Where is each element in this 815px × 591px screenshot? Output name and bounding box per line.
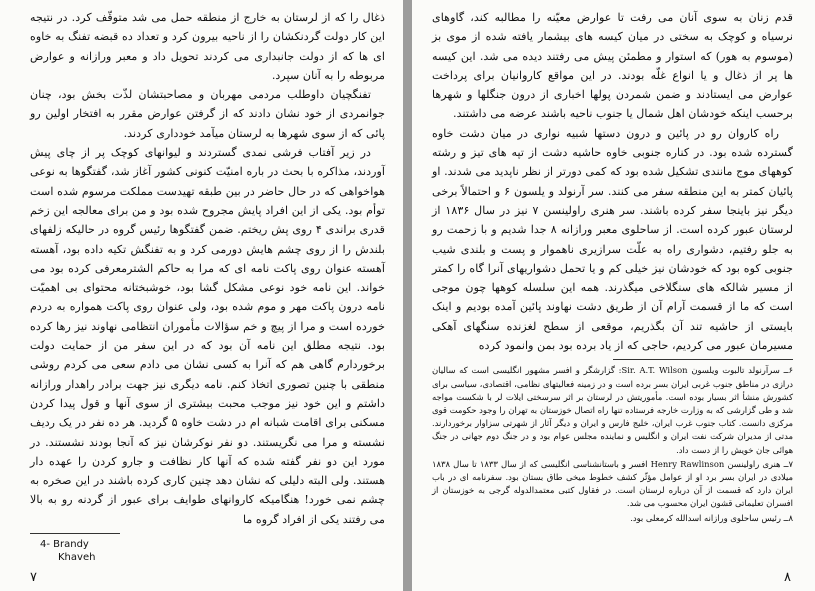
- page-number: ۷: [30, 570, 37, 585]
- book-gutter: [403, 0, 412, 591]
- paragraph: قدم زنان به سوی آنان می رفت تا عوارض معیّنه را مطالبه کند، گاوهای نرسیاه و کوچک به سختی در میان کیسه های بیشمار یافته شده از موی بز (موسوم به هور) که استوار و مطمئن پیش می رفتند دیده می شد. این کیسه ها پر از ذغال و یا انواع غلّه بودند. در این مواقع کاروانیان برای پرداخت عوارض می ایستادند و ضمن شمردن پولها اخباری از درون جنگلها و شهرها برحسب اینکه خودشان اهل شمال یا جنوب ناحیه باشند عرضه می داشتند.: [432, 11, 793, 121]
- right-page-body: [432, 8, 793, 355]
- footnote-divider: [613, 359, 793, 360]
- paragraph: ذغال را که از لرستان به خارج از منطقه حمل می شد متوقّف کرد. در نتیجه این کار دولت گردنکشان را از ناحیه بیرون کرد و تعداد ده قبضه تفنگ به خاوه ای ها که از دولت جانبداری می کردند تحویل داد و معبر ورازانه و عوارض مربوطه را به آنان سپرد.: [30, 11, 385, 82]
- footnote-6: ۶ــ سرآرنولد تالبوت ویلسون Sir. A.T. Wilson: گزارشگر و افسر مشهور انگلیسی است که سالیان درازی در مناطق جنوب غربی ایران بسر برده است و در زمینه فعالیتهای نظامی، اقتصادی، سیاسی برای کشورش منشأ اثر بسیار بوده است. مأموریتش در لرستان بر اثر سرسختی ایلات لر با شکست مواجه شد و طی گزارشی که به وزارت خارجه فرستاده تنها راه اتصال خوزستان به تهران را وجود حکومت قوی مرکزی دانست. کتاب جنوب غرب ایران، خلیج فارس و ایران و دیگر آثار از شهرتی سزاوار برخوردارند. مدتی از مدیران شرکت نفت ایران و انگلیس و نماینده مجلس عوام بود و در جنگ دوم جهانی در جنگ هوائی جان خویش را از دست داد.: [432, 365, 793, 455]
- footnote-latin-khaveh: Khaveh: [58, 552, 96, 563]
- latin-footnotes: [40, 538, 95, 564]
- page-number: ۸: [784, 570, 791, 585]
- paragraph: تفنگچیان داوطلب مردمی مهربان و مصاحبتشان لذّت بخش بود، چنان جوانمردی از خود نشان دادند که از گرفتن عوارض مقرر به افتخار اولین رو پائی که از سوی شهرها به لرستان میآمد خودداری کردند.: [30, 88, 385, 140]
- footnote-7: ۷ــ هنری راولینسن Henry Rawlinson افسر و باستانشناسی انگلیسی که از سال ۱۸۳۳ تا سال ۱۸۳۸ میلادی در ایران بسر برد او از عوامل مؤثّر کشف خطوط میخی طاق بستان بود. سفرنامه ای در باب ایران دارد که قسمت از آن درباره لرستان است. در فقاول کتبی معتمدالدوله گرجی به خوزستان از افسران تعلیماتی قشون ایران محسوب می شد.: [432, 458, 793, 509]
- footnotes: [432, 364, 793, 524]
- right-page: [412, 0, 815, 591]
- footnote-divider: [30, 533, 120, 534]
- left-page: [0, 0, 403, 591]
- footnote-8: ۸ــ رئیس ساحلوی ورازانه اسدالله کرمعلی بود.: [630, 512, 793, 523]
- footnote-latin-brandy: 4- Brandy: [40, 539, 89, 550]
- left-page-body: [30, 8, 385, 529]
- paragraph: در زیر آفتاب فرشی نمدی گستردند و لیوانهای کوچک پر از چای پیش آوردند، مذاکره با بحث در باره امنیّت کنونی کشور آغاز شد، گفتگوها به نوعی هواخواهی که در حال حاضر در بین طبقه تهیدست مملکت مرسوم شده است توأم بود. یکی از این افراد پایش مجروح شده بود و من برای معالجه این زخم قدری براندی ۴ روی پش ریختم. ضمن گفتگوها رئیس گروه در حالیکه زلفهای بلندش را از روی چشم هایش دورمی کرد و به تفنگش تکیه داده بود، آهسته آهسته عنوان روی پاکت نامه ای که مرا به حاکم الشترمعرفی کرده بود می خواند. این نامه خود نوعی مشکل گشا بود، خوشبختانه محتوای بی اهمیّت نامه درون پاکت مهر و موم شده بود، ولی عنوان روی پاکت همواره به دردم خورده است و مرا از پیچ و خم سؤالات مأموران انتظامی نهاوند نیز رها کرده بود. نتیجه مطلق این نامه آن بود که در این سفر من از حمایت دولت برخوردارم گاهی هم که آنرا به کسی نشان می دادم سعی می کردم روشی منطقی با چنین تصوری اتخاذ کنم. نامه دیگری نیز جهت برادر راهدار ورازانه داشتم و این خود نیز موجب محبت بیشتری از سوی آنها و قول پیدا کردن مسکنی برای اقامت شبانه ام در دشت خاوه ۵ گردید. هر ده نفر در یک ردیف نشسته و مرا می نگریستند. دو نفر نوکرشان نیز که آنجا بودند نشستند. در مورد این دو نفر گفته شده که آنها کار نظافت و جارو کردن را عهده دار هستند. ولی البته دلیلی که نشان دهد چنین کاری کرده باشند در این صخره به چشم نمی خورد! هنگامیکه کاروانهای طوایف برای عبور از گردنه رو به بالا می رفتند یکی از افراد گروه ما: [30, 146, 385, 526]
- paragraph: راه کاروان رو در پائین و درون دستها شبیه نواری در میان دشت خاوه گسترده شده بود. در کناره جنوبی خاوه حاشیه دشت از تپه های تیز و رشته کوههای موج مانندی تشکیل شده بود که کمی دورتر از نظر ناپدید می شدند. او پائیان کمتر به این منطقه سفر می کنند. سر آرنولد و یلسون ۶ و احتمالاً برخی دیگر نیز باینجا سفر کرده باشند. سر هنری راولینسن ۷ نیز در سال ۱۸۳۶ از لرستان عبور کرده است. از ساحلوی معبر ورازانه ۸ جدا شدیم و با زحمت رو به جلو رفتیم، دشواری راه به علّت سرازیری ناهموار و پست و بلندی شیب جنوبی کوه بود که خودشان نیز خیلی کم و یا تحمل دشواریهای آنرا گاه را کمتر از مسیر شالکه های سنگلاخی میگذرند. همه این سلسله کوهها چون موجی است که ما از قسمت آرام آن از طریق دشت نهاوند پائین آمده بودیم و اینک بایستی از حاشیه تند آن بگذریم، موقعی از سطح لغزنده سنگهای آهکی مسیرمان عبور می کردیم، حاجی که از یاد برده بود بمن وانمود کرده: [432, 126, 793, 353]
